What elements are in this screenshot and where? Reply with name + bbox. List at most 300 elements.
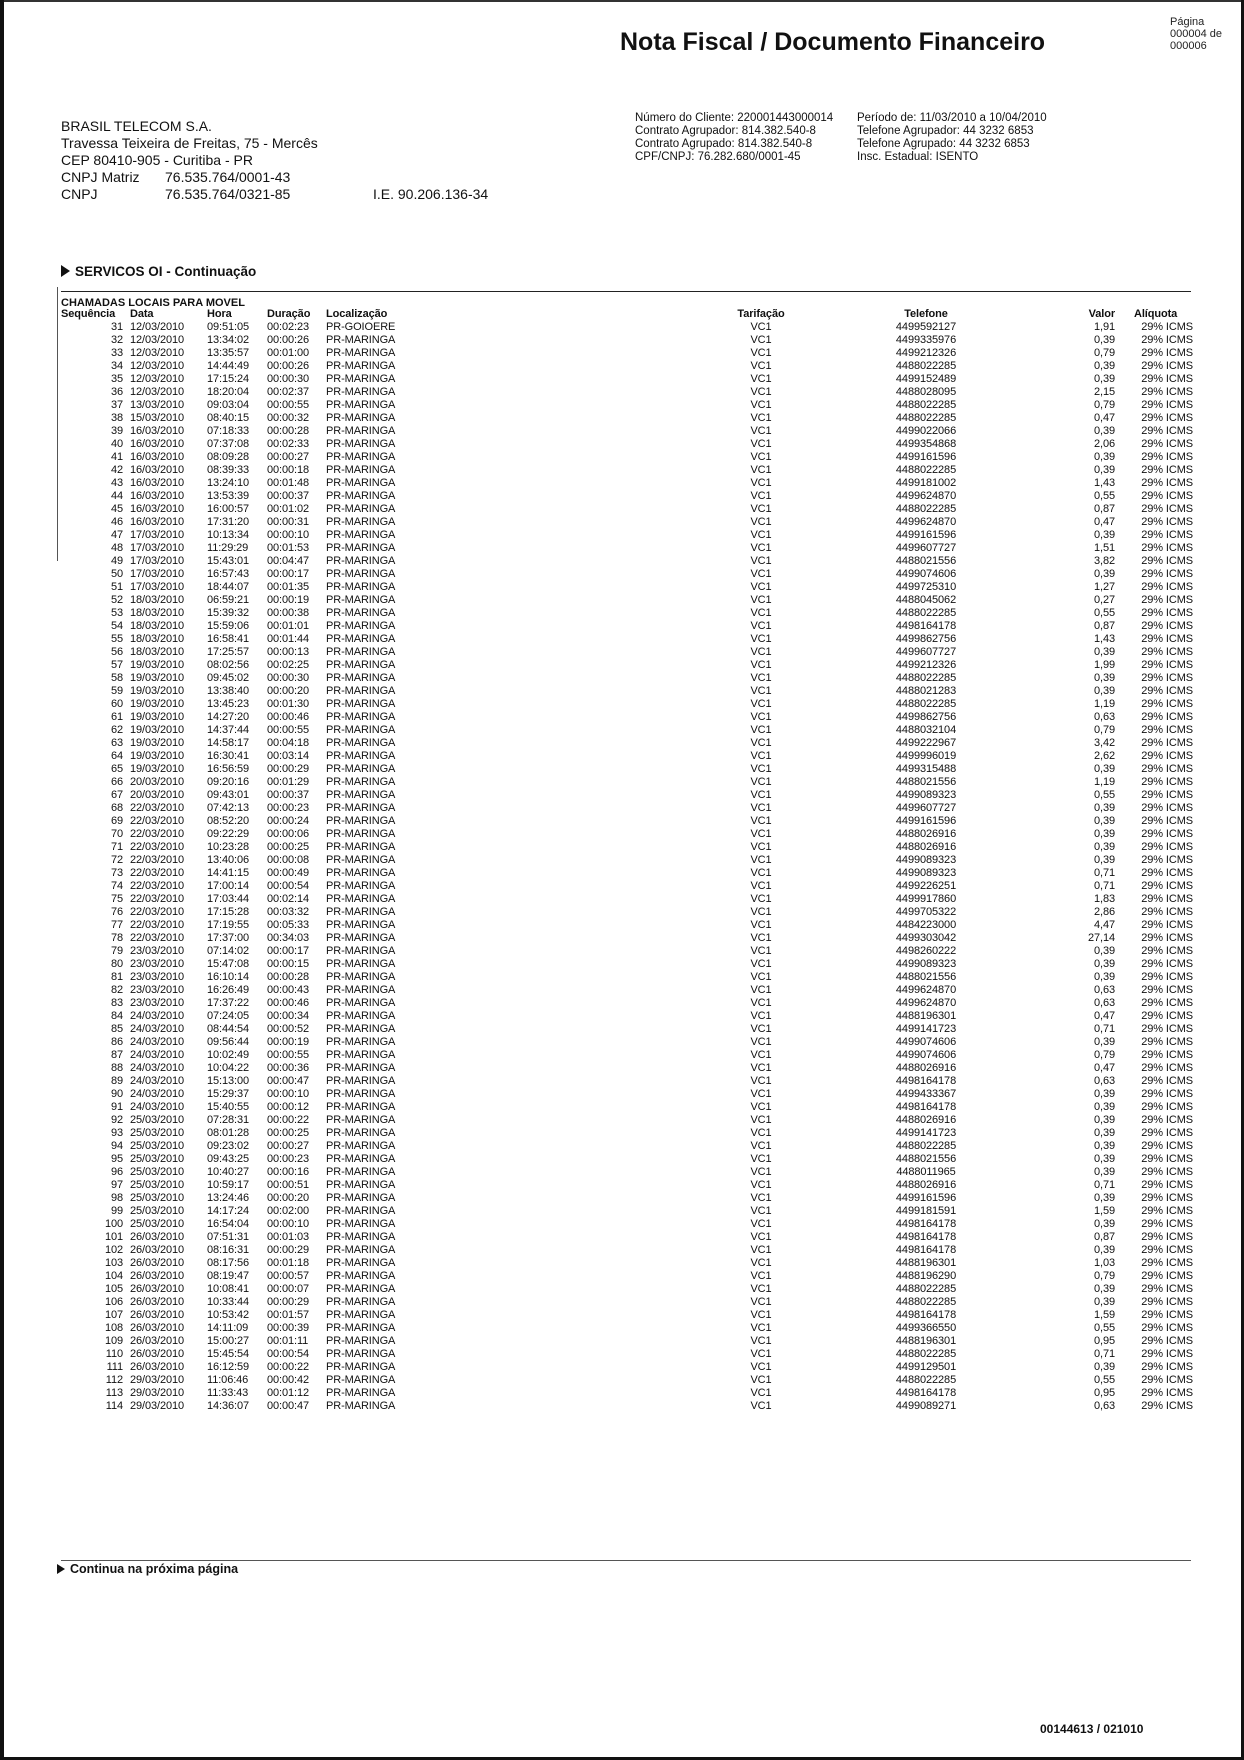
cell-hora: 18:44:07 (207, 581, 250, 593)
cell-telefone: 4499074606 (895, 1049, 957, 1061)
cell-duracao: 00:00:30 (267, 672, 310, 684)
cell-telefone: 4498164178 (895, 1309, 957, 1321)
cell-data: 19/03/2010 (130, 711, 185, 723)
cell-tarifacao: VC1 (750, 568, 772, 580)
cell-data: 26/03/2010 (130, 1361, 185, 1373)
cell-tarifacao: VC1 (750, 906, 772, 918)
cell-seq: 60 (110, 698, 123, 710)
cell-seq: 52 (110, 594, 123, 606)
cell-aliquota: 29% ICMS (1141, 880, 1193, 892)
cell-duracao: 00:00:47 (267, 1400, 310, 1412)
cell-valor: 0,39 (1093, 945, 1115, 957)
cell-hora: 08:52:20 (207, 815, 250, 827)
cell-hora: 15:40:55 (207, 1101, 250, 1113)
cell-telefone: 4499089323 (895, 958, 957, 970)
cell-aliquota: 29% ICMS (1141, 802, 1193, 814)
cell-hora: 13:24:46 (207, 1192, 250, 1204)
table-row (61, 724, 1191, 737)
table-row (61, 321, 1191, 334)
cell-hora: 08:40:15 (207, 412, 250, 424)
cell-telefone: 4499152489 (895, 373, 957, 385)
cell-duracao: 00:00:26 (267, 334, 310, 346)
cell-localizacao: PR-MARINGA (326, 1166, 396, 1178)
cell-telefone: 4499315488 (895, 763, 957, 775)
page-total: 000006 (1170, 40, 1207, 52)
cell-localizacao: PR-MARINGA (326, 477, 396, 489)
cell-seq: 108 (104, 1322, 123, 1334)
cell-aliquota: 29% ICMS (1141, 464, 1193, 476)
cell-seq: 59 (110, 685, 123, 697)
cell-aliquota: 29% ICMS (1141, 568, 1193, 580)
cell-aliquota: 29% ICMS (1141, 1231, 1193, 1243)
table-row (61, 412, 1191, 425)
cell-telefone: 4488022285 (895, 1283, 957, 1295)
cell-valor: 0,39 (1093, 1192, 1115, 1204)
cell-tarifacao: VC1 (750, 698, 772, 710)
cell-duracao: 00:00:29 (267, 1244, 310, 1256)
cell-data: 24/03/2010 (130, 1088, 185, 1100)
table-row (61, 672, 1191, 685)
cell-data: 26/03/2010 (130, 1309, 185, 1321)
cell-valor: 0,63 (1093, 1400, 1115, 1412)
cell-data: 17/03/2010 (130, 529, 185, 541)
cell-telefone: 4488026916 (895, 1179, 957, 1191)
cell-data: 19/03/2010 (130, 685, 185, 697)
cell-localizacao: PR-MARINGA (326, 893, 396, 905)
cnpj-matriz-label: CNPJ Matriz (61, 169, 140, 185)
cell-tarifacao: VC1 (750, 1296, 772, 1308)
cell-seq: 56 (110, 646, 123, 658)
cell-hora: 17:37:00 (207, 932, 250, 944)
cell-telefone: 4499862756 (895, 711, 957, 723)
cell-hora: 15:13:00 (207, 1075, 250, 1087)
cell-hora: 09:51:05 (207, 321, 250, 333)
cell-localizacao: PR-MARINGA (326, 529, 396, 541)
cell-aliquota: 29% ICMS (1141, 607, 1193, 619)
cell-seq: 91 (110, 1101, 123, 1113)
cell-aliquota: 29% ICMS (1141, 672, 1193, 684)
cell-localizacao: PR-MARINGA (326, 1400, 396, 1412)
inscricao-estadual-cliente: Insc. Estadual: ISENTO (857, 151, 979, 163)
cell-duracao: 00:00:39 (267, 1322, 310, 1334)
cell-telefone: 4488022285 (895, 1374, 957, 1386)
cell-hora: 09:56:44 (207, 1036, 250, 1048)
cell-tarifacao: VC1 (750, 1205, 772, 1217)
cell-localizacao: PR-MARINGA (326, 672, 396, 684)
cell-data: 17/03/2010 (130, 568, 185, 580)
cell-data: 15/03/2010 (130, 412, 185, 424)
cell-aliquota: 29% ICMS (1141, 1140, 1193, 1152)
cell-telefone: 4488021556 (895, 555, 957, 567)
cell-seq: 101 (104, 1231, 123, 1243)
cell-seq: 110 (105, 1348, 123, 1360)
cell-seq: 76 (110, 906, 123, 918)
cell-telefone: 4499141723 (895, 1127, 957, 1139)
cell-data: 12/03/2010 (130, 334, 185, 346)
cell-data: 26/03/2010 (130, 1244, 185, 1256)
cell-tarifacao: VC1 (750, 412, 772, 424)
cell-localizacao: PR-MARINGA (326, 568, 396, 580)
table-row (61, 789, 1191, 802)
cell-telefone: 4498164178 (895, 1244, 957, 1256)
cell-data: 18/03/2010 (130, 594, 185, 606)
cell-aliquota: 29% ICMS (1141, 1335, 1193, 1347)
cell-aliquota: 29% ICMS (1141, 620, 1193, 632)
cell-localizacao: PR-MARINGA (326, 1309, 396, 1321)
cell-duracao: 00:00:19 (267, 1036, 310, 1048)
cell-hora: 07:28:31 (207, 1114, 250, 1126)
cell-hora: 17:15:24 (207, 373, 250, 385)
cell-localizacao: PR-MARINGA (326, 867, 396, 879)
cell-duracao: 00:01:30 (267, 698, 310, 710)
cell-duracao: 00:00:16 (267, 1166, 310, 1178)
table-row (61, 971, 1191, 984)
cell-telefone: 4488028095 (895, 386, 957, 398)
cell-duracao: 00:00:18 (267, 464, 310, 476)
cell-seq: 113 (105, 1387, 123, 1399)
cell-seq: 98 (110, 1192, 123, 1204)
cell-tarifacao: VC1 (750, 373, 772, 385)
cell-aliquota: 29% ICMS (1141, 724, 1193, 736)
cell-telefone: 4499074606 (895, 1036, 957, 1048)
section-title: SERVICOS OI - Continuação (75, 264, 257, 279)
cell-duracao: 00:00:36 (267, 1062, 310, 1074)
cell-data: 18/03/2010 (130, 646, 185, 658)
cnpj-value: 76.535.764/0321-85 (165, 186, 291, 202)
table-row (61, 932, 1191, 945)
cell-aliquota: 29% ICMS (1141, 334, 1193, 346)
cell-duracao: 00:00:55 (267, 1049, 310, 1061)
cell-aliquota: 29% ICMS (1141, 1075, 1193, 1087)
cell-tarifacao: VC1 (750, 1114, 772, 1126)
cell-tarifacao: VC1 (750, 854, 772, 866)
table-row (61, 568, 1191, 581)
cell-valor: 0,39 (1093, 1361, 1115, 1373)
cell-duracao: 00:00:07 (267, 1283, 310, 1295)
cell-aliquota: 29% ICMS (1141, 828, 1193, 840)
cell-seq: 107 (104, 1309, 123, 1321)
cell-duracao: 00:00:51 (267, 1179, 310, 1191)
cell-data: 22/03/2010 (130, 932, 185, 944)
cell-seq: 62 (110, 724, 123, 736)
cell-aliquota: 29% ICMS (1141, 945, 1193, 957)
cell-data: 25/03/2010 (130, 1192, 185, 1204)
cell-tarifacao: VC1 (750, 1257, 772, 1269)
cell-seq: 71 (110, 841, 123, 853)
cell-duracao: 00:00:08 (267, 854, 310, 866)
cell-aliquota: 29% ICMS (1141, 1218, 1193, 1230)
table-row (61, 438, 1191, 451)
cell-duracao: 00:02:00 (267, 1205, 310, 1217)
cell-valor: 0,47 (1093, 1010, 1115, 1022)
cell-duracao: 00:03:32 (267, 906, 310, 918)
cell-hora: 07:14:02 (207, 945, 250, 957)
cell-hora: 06:59:21 (207, 594, 250, 606)
cell-localizacao: PR-MARINGA (326, 789, 396, 801)
table-row (61, 763, 1191, 776)
cell-aliquota: 29% ICMS (1141, 581, 1193, 593)
cell-localizacao: PR-MARINGA (326, 1283, 396, 1295)
cell-hora: 14:17:24 (207, 1205, 250, 1217)
cell-valor: 1,19 (1093, 698, 1115, 710)
cell-tarifacao: VC1 (750, 1166, 772, 1178)
cell-localizacao: PR-MARINGA (326, 347, 396, 359)
cell-hora: 10:04:22 (207, 1062, 250, 1074)
cell-seq: 70 (110, 828, 123, 840)
cell-localizacao: PR-MARINGA (326, 425, 396, 437)
cell-valor: 0,47 (1093, 412, 1115, 424)
cell-seq: 47 (110, 529, 123, 541)
cell-tarifacao: VC1 (750, 802, 772, 814)
table-row (61, 1023, 1191, 1036)
table-row (61, 802, 1191, 815)
cell-duracao: 00:01:35 (267, 581, 310, 593)
cell-aliquota: 29% ICMS (1141, 841, 1193, 853)
header-seq: Sequência (61, 308, 116, 320)
cell-valor: 2,15 (1093, 386, 1115, 398)
cell-localizacao: PR-MARINGA (326, 1387, 396, 1399)
cell-data: 23/03/2010 (130, 945, 185, 957)
cell-duracao: 00:00:55 (267, 724, 310, 736)
cell-telefone: 4499161596 (895, 529, 957, 541)
cell-valor: 0,39 (1093, 360, 1115, 372)
cell-localizacao: PR-MARINGA (326, 451, 396, 463)
contrato-agrupador: Contrato Agrupador: 814.382.540-8 (635, 125, 816, 137)
continue-note-text: Continua na próxima página (70, 1562, 239, 1576)
cell-tarifacao: VC1 (750, 1322, 772, 1334)
cell-seq: 68 (110, 802, 123, 814)
cell-duracao: 00:03:14 (267, 750, 310, 762)
cell-valor: 0,39 (1093, 1088, 1115, 1100)
cell-telefone: 4498164178 (895, 1101, 957, 1113)
cell-seq: 109 (104, 1335, 123, 1347)
cell-data: 26/03/2010 (130, 1257, 185, 1269)
cell-seq: 46 (110, 516, 123, 528)
cell-hora: 09:22:29 (207, 828, 250, 840)
cell-duracao: 00:00:37 (267, 789, 310, 801)
cell-duracao: 00:00:57 (267, 1270, 310, 1282)
cell-hora: 07:42:13 (207, 802, 250, 814)
cell-data: 18/03/2010 (130, 607, 185, 619)
cell-aliquota: 29% ICMS (1141, 711, 1193, 723)
cell-tarifacao: VC1 (750, 321, 772, 333)
cell-tarifacao: VC1 (750, 1335, 772, 1347)
calls-table (61, 308, 1191, 1413)
table-row (61, 464, 1191, 477)
cell-data: 19/03/2010 (130, 672, 185, 684)
table-row (61, 1374, 1191, 1387)
cell-seq: 83 (110, 997, 123, 1009)
cell-duracao: 00:00:23 (267, 1153, 310, 1165)
cell-valor: 0,55 (1093, 1322, 1115, 1334)
cell-hora: 09:45:02 (207, 672, 250, 684)
cell-localizacao: PR-MARINGA (326, 763, 396, 775)
cell-aliquota: 29% ICMS (1141, 633, 1193, 645)
cell-seq: 55 (110, 633, 123, 645)
cell-tarifacao: VC1 (750, 594, 772, 606)
cell-hora: 17:19:55 (207, 919, 250, 931)
cell-tarifacao: VC1 (750, 646, 772, 658)
cell-duracao: 00:01:12 (267, 1387, 310, 1399)
cell-localizacao: PR-MARINGA (326, 828, 396, 840)
cell-valor: 3,42 (1093, 737, 1115, 749)
cell-valor: 0,63 (1093, 711, 1115, 723)
cell-localizacao: PR-MARINGA (326, 1374, 396, 1386)
cell-data: 26/03/2010 (130, 1231, 185, 1243)
cell-localizacao: PR-MARINGA (326, 854, 396, 866)
cell-data: 29/03/2010 (130, 1400, 185, 1412)
table-row (61, 841, 1191, 854)
cell-telefone: 4499996019 (895, 750, 957, 762)
cell-seq: 104 (104, 1270, 123, 1282)
cell-hora: 17:15:28 (207, 906, 250, 918)
cell-seq: 45 (110, 503, 123, 515)
cell-localizacao: PR-MARINGA (326, 932, 396, 944)
cell-aliquota: 29% ICMS (1141, 763, 1193, 775)
cell-duracao: 00:04:18 (267, 737, 310, 749)
cell-hora: 14:11:09 (207, 1322, 249, 1334)
table-row (61, 490, 1191, 503)
cell-telefone: 4499181002 (895, 477, 957, 489)
table-row (61, 1257, 1191, 1270)
cell-duracao: 00:00:10 (267, 1218, 310, 1230)
cell-hora: 16:00:57 (207, 503, 250, 515)
cell-hora: 08:09:28 (207, 451, 250, 463)
cell-tarifacao: VC1 (750, 867, 772, 879)
cell-localizacao: PR-MARINGA (326, 1270, 396, 1282)
cell-telefone: 4488022285 (895, 607, 957, 619)
cell-seq: 63 (110, 737, 123, 749)
telefone-agrupador: Telefone Agrupador: 44 3232 6853 (857, 125, 1034, 137)
cell-telefone: 4499607727 (895, 802, 957, 814)
cell-valor: 0,63 (1093, 997, 1115, 1009)
cell-data: 29/03/2010 (130, 1374, 185, 1386)
cell-telefone: 4488011965 (896, 1166, 956, 1178)
cell-hora: 09:03:04 (207, 399, 250, 411)
cell-localizacao: PR-MARINGA (326, 1218, 396, 1230)
cell-duracao: 00:00:10 (267, 529, 310, 541)
cell-data: 23/03/2010 (130, 984, 185, 996)
cell-data: 24/03/2010 (130, 1062, 185, 1074)
cell-telefone: 4498164178 (895, 1075, 957, 1087)
cell-valor: 1,99 (1093, 659, 1115, 671)
cell-aliquota: 29% ICMS (1141, 529, 1193, 541)
cell-seq: 65 (110, 763, 123, 775)
cell-aliquota: 29% ICMS (1141, 685, 1193, 697)
cell-telefone: 4488022285 (895, 399, 957, 411)
cell-duracao: 00:00:17 (267, 945, 310, 957)
cell-aliquota: 29% ICMS (1141, 659, 1193, 671)
table-row (61, 1400, 1191, 1413)
cell-aliquota: 29% ICMS (1141, 425, 1193, 437)
cell-data: 26/03/2010 (130, 1270, 185, 1282)
cell-seq: 95 (110, 1153, 123, 1165)
cell-data: 26/03/2010 (130, 1348, 185, 1360)
table-row (61, 555, 1191, 568)
cell-duracao: 00:00:28 (267, 425, 310, 437)
cell-duracao: 00:01:11 (267, 1335, 309, 1347)
cell-hora: 15:59:06 (207, 620, 250, 632)
cell-seq: 105 (104, 1283, 123, 1295)
cell-seq: 41 (110, 451, 123, 463)
cell-localizacao: PR-MARINGA (326, 1153, 396, 1165)
cell-valor: 0,39 (1093, 685, 1115, 697)
cell-telefone: 4498164178 (895, 1387, 957, 1399)
cell-aliquota: 29% ICMS (1141, 1049, 1193, 1061)
cell-tarifacao: VC1 (750, 958, 772, 970)
table-row (61, 737, 1191, 750)
cell-telefone: 4499607727 (895, 646, 957, 658)
table-row (61, 776, 1191, 789)
cell-telefone: 4498164178 (895, 1218, 957, 1230)
cell-hora: 14:41:15 (207, 867, 250, 879)
cell-localizacao: PR-MARINGA (326, 958, 396, 970)
cell-valor: 0,39 (1093, 568, 1115, 580)
cell-hora: 08:16:31 (207, 1244, 250, 1256)
cell-hora: 17:25:57 (207, 646, 250, 658)
cell-aliquota: 29% ICMS (1141, 373, 1193, 385)
cell-telefone: 4488022285 (895, 1296, 957, 1308)
cell-hora: 07:18:33 (207, 425, 250, 437)
header-hora: Hora (207, 308, 232, 320)
cell-aliquota: 29% ICMS (1141, 1309, 1193, 1321)
cell-seq: 81 (110, 971, 123, 983)
cell-duracao: 00:00:15 (267, 958, 310, 970)
cell-hora: 13:35:57 (207, 347, 250, 359)
table-row (61, 633, 1191, 646)
cell-aliquota: 29% ICMS (1141, 1179, 1193, 1191)
cell-hora: 16:58:41 (207, 633, 250, 645)
cell-telefone: 4488022285 (895, 1140, 957, 1152)
cell-hora: 15:29:37 (207, 1088, 250, 1100)
cell-valor: 0,39 (1093, 1296, 1115, 1308)
cell-tarifacao: VC1 (750, 711, 772, 723)
company-cep: CEP 80410-905 - Curitiba - PR (61, 152, 253, 168)
table-row (61, 1075, 1191, 1088)
table-row (61, 542, 1191, 555)
cell-localizacao: PR-MARINGA (326, 438, 396, 450)
cell-valor: 2,86 (1093, 906, 1115, 918)
cell-hora: 17:03:44 (207, 893, 250, 905)
cell-duracao: 00:00:27 (267, 451, 310, 463)
cell-localizacao: PR-MARINGA (326, 620, 396, 632)
cell-localizacao: PR-MARINGA (326, 984, 396, 996)
cell-tarifacao: VC1 (750, 828, 772, 840)
cell-duracao: 00:00:24 (267, 815, 310, 827)
page-label: Página (1170, 16, 1205, 28)
cell-data: 20/03/2010 (130, 776, 185, 788)
cell-telefone: 4488026916 (895, 1114, 957, 1126)
table-row (61, 906, 1191, 919)
cell-valor: 1,43 (1093, 633, 1115, 645)
cell-hora: 14:27:20 (207, 711, 250, 723)
cell-valor: 0,79 (1093, 399, 1115, 411)
cell-aliquota: 29% ICMS (1141, 1361, 1193, 1373)
document-title: Nota Fiscal / Documento Financeiro (620, 28, 1046, 56)
client-info-left (635, 112, 833, 164)
cell-seq: 88 (110, 1062, 123, 1074)
page-current: 000004 de (1170, 28, 1222, 40)
cell-telefone: 4499022066 (895, 425, 957, 437)
table-row (61, 1244, 1191, 1257)
cell-duracao: 00:00:38 (267, 607, 310, 619)
cell-hora: 16:30:41 (207, 750, 250, 762)
cell-aliquota: 29% ICMS (1141, 750, 1193, 762)
cell-localizacao: PR-MARINGA (326, 685, 396, 697)
cell-data: 16/03/2010 (130, 503, 185, 515)
cell-localizacao: PR-MARINGA (326, 1335, 396, 1347)
cell-valor: 0,39 (1093, 802, 1115, 814)
